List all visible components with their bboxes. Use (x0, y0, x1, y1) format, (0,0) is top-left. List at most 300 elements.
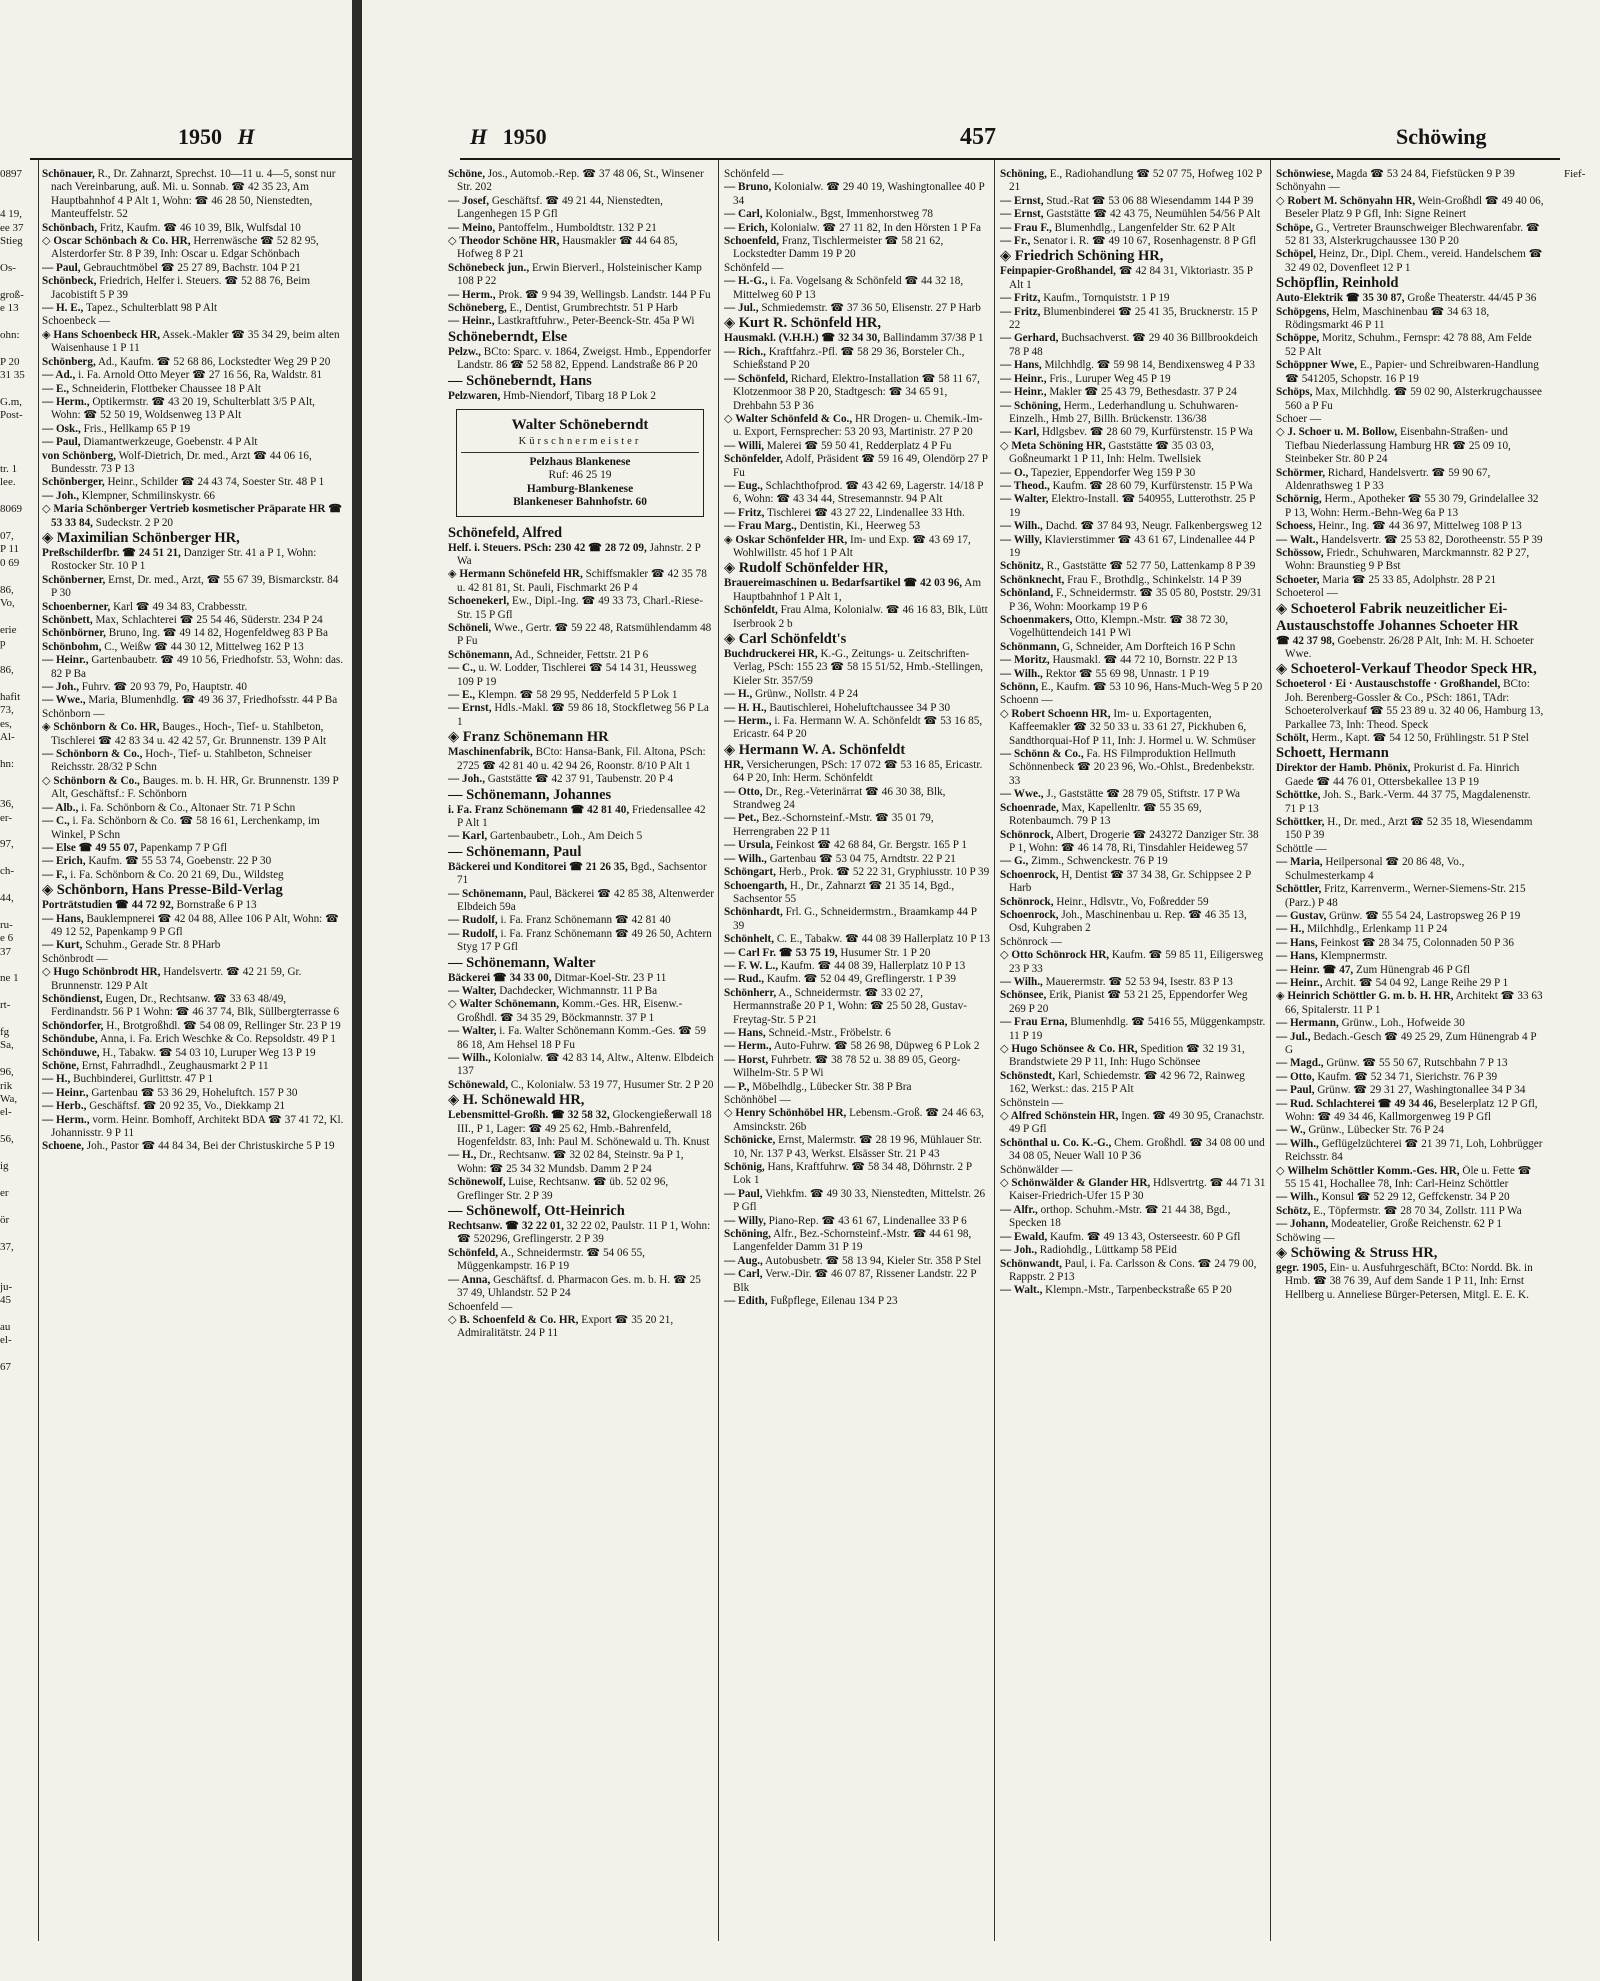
directory-entry: Bäckerei ☎ 34 33 00, Ditmar-Koel-Str. 23 P 11 (448, 971, 667, 984)
directory-entry: Schönstein — (1000, 1096, 1064, 1109)
right-divider-1 (718, 160, 719, 1941)
directory-entry: — Osk., Fris., Hellkamp 65 P 19 (42, 422, 191, 435)
edge-fragment: tr. 1 (0, 462, 18, 475)
directory-entry: Schölt, Herm., Kapt. ☎ 54 12 50, Frühlingstr. 51 P Stel (1276, 732, 1529, 745)
directory-entry: Schönemann, Ad., Schneider, Fettstr. 21 P 6 (448, 648, 649, 661)
directory-entry: — H., Milchhdlg., Erlenkamp 11 P 24 (1276, 923, 1448, 936)
directory-entry: Schönbrodt — (42, 952, 108, 965)
entry-name: — Heinr., (1000, 386, 1047, 399)
directory-entry: — Moritz, Hausmakl. ☎ 44 72 10, Bornstr. 22 P 13 (1000, 654, 1238, 667)
directory-entry: Schönebeck jun., Erwin Bierverl., Holsteinischer Kamp 108 P 22 (448, 261, 702, 288)
edge-fragment (1564, 476, 1600, 489)
directory-entry: — Hermann, Grünw., Loh., Hofweide 30 (1276, 1017, 1465, 1030)
entry-name: Schönwiese, (1276, 168, 1334, 180)
directory-entry: — F., i. Fa. Schönborn & Co. 20 21 69, Du., Wildsteg (42, 868, 284, 881)
running-head: Schöwing (1396, 124, 1487, 149)
directory-entry: — Walt., Handelsvertr. ☎ 25 53 82, Dorotheenstr. 55 P 39 (1276, 533, 1543, 546)
entry-name: — H., (42, 1073, 71, 1086)
entry-name: — Joh., (448, 773, 485, 786)
directory-entry: — Hans, Feinkost ☎ 28 34 75, Colonnaden 50 P 36 (1276, 936, 1514, 949)
edge-fragment: lee. (0, 476, 16, 489)
directory-entry: Schönicke, Ernst, Malermstr. ☎ 28 19 96, Mühlauer Str. 10, Nr. 137 P 43, Werkst. Elsässer Str. 21 P 43 (724, 1134, 982, 1160)
entry-name: Schoengarth, (724, 879, 788, 892)
directory-entry: ◇ B. Schoenfeld & Co. HR, Export ☎ 35 20 21, Admiralitätstr. 24 P 11 (448, 1313, 674, 1340)
entry-name: — Willi, (724, 439, 764, 452)
edge-fragment: el- (0, 1334, 12, 1347)
entry-name: — W., (1276, 1124, 1306, 1137)
directory-entry: Porträtstudien ☎ 44 72 92, Bornstraße 6 P 13 (42, 899, 257, 912)
edge-fragment: er- (0, 811, 12, 824)
edge-fragment (1564, 450, 1600, 463)
edge-fragment (0, 610, 32, 623)
entry-name: — H. H., (724, 701, 767, 714)
directory-entry: ◇ Walter Schönfeld & Co., HR Drogen- u. Chemik.-Im- u. Export, Fernsprecher: 53 20 93, Martinistr. 27 P 20 (724, 412, 983, 439)
edge-fragment: rik (0, 1079, 13, 1092)
directory-entry: Schönfelder, Adolf, Präsident ☎ 59 16 49, Olendörp 27 P Fu (724, 453, 988, 479)
directory-entry: Schönbeck, Friedrich, Helfer i. Steuers. ☎ 52 88 76, Beim Jacobistift 5 P 39 (42, 275, 311, 301)
entry-name: — Carl, (724, 1268, 763, 1281)
display-heading: ◈ Schoeterol Fabrik neuzeitlicher Ei-Austauschstoffe Johannes Schoeter HR (1276, 600, 1519, 634)
directory-entry: — Heinr., Lastkraftfuhrw., Peter-Beenck-Str. 45a P Wi (448, 315, 695, 328)
entry-name: Schönberg, (42, 355, 96, 368)
display-heading: ◈ Hermann W. A. Schönfeldt (724, 741, 906, 758)
directory-entry: — Jul., Bedach.-Gesch ☎ 49 25 29, Zum Hünengrab 4 P G (1276, 1030, 1537, 1056)
directory-entry: Schönthal u. Co. K.-G., Chem. Großhdl. ☎ 34 08 00 und 34 08 05, Neuer Wall 10 P 36 (1000, 1136, 1265, 1163)
ad-phone: Ruf: 46 25 19 (548, 469, 612, 482)
edge-fragment: ch- (0, 865, 15, 878)
directory-entry: — Magd., Grünw. ☎ 55 50 67, Rutschbahn 7 P 13 (1276, 1057, 1508, 1070)
entry-name: Schöne, (448, 168, 485, 180)
entry-name: — F., (42, 868, 68, 881)
directory-entry: Schöning, E., Radiohandlung ☎ 52 07 75, Hofweg 102 P 21 (1000, 168, 1262, 194)
edge-fragment: p (0, 637, 6, 650)
entry-name: Schönmann, (1000, 640, 1060, 653)
directory-entry: — P., Möbelhdlg., Lübecker Str. 38 P Bra (724, 1080, 912, 1093)
entry-name: — Frau Erna, (1000, 1016, 1068, 1029)
entry-name: Schöttke, (1276, 789, 1321, 802)
entry-name: — Karl, (1000, 426, 1040, 439)
edge-fragment: 4 19, (0, 208, 22, 221)
entry-name: i. Fa. Franz Schönemann ☎ 42 81 40, (448, 803, 630, 816)
directory-entry: Schönbach, Fritz, Kaufm. ☎ 46 10 39, Blk, Wulfsdal 10 (42, 221, 301, 234)
directory-entry: — Ernst, Hdls.-Makl. ☎ 59 86 18, Stockfletweg 56 P La 1 (448, 702, 709, 728)
advertisement-box (456, 409, 704, 517)
entry-name: — Wilh., (1000, 975, 1043, 988)
left-column (42, 168, 346, 1951)
entry-name: — Heinr. ☎ 47, (1276, 963, 1354, 976)
directory-entry: Schönsee, Erik, Pianist ☎ 53 21 25, Eppendorfer Weg 269 P 20 (1000, 989, 1248, 1015)
entry-name: Schoenberner, (42, 600, 111, 613)
entry-name: Schönthal u. Co. K.-G., (1000, 1136, 1112, 1149)
directory-entry: Direktor der Hamb. Phönix, Prokurist d. Fa. Hinrich Gaede ☎ 44 76 01, Ottersbekallee 13 P 19 (1276, 762, 1520, 788)
entry-name: — E., (448, 689, 476, 702)
entry-name: Schöndienst, (42, 992, 103, 1005)
entry-name: — Rud. Schlachterei ☎ 49 34 46, (1276, 1097, 1437, 1110)
directory-entry: — Hans, Milchhdlg. ☎ 59 98 14, Bendixensweg 4 P 33 (1000, 359, 1255, 372)
left-column-divider (38, 160, 39, 1941)
entry-name: — Fritz, (1000, 305, 1041, 318)
entry-name: — Anna, (448, 1273, 491, 1286)
display-heading: ◈ Schoeterol-Verkauf Theodor Speck HR, (1276, 661, 1537, 678)
entry-name: — Paul, (724, 1187, 763, 1200)
directory-entry: Schöps, Max, Milchhdlg. ☎ 59 02 90, Alsterkrugchaussee 560 a P Fu (1276, 386, 1542, 412)
entry-name: — Wilh., (724, 852, 767, 865)
directory-entry: — Herm., vorm. Heinr. Bomhoff, Architekt BDA ☎ 37 41 72, Kl. Johannisstr. 9 P 11 (42, 1113, 344, 1140)
entry-name: Schörmer, (1276, 466, 1325, 479)
directory-entry: Schönewald, C., Kolonialw. 53 19 77, Husumer Str. 2 P 20 (448, 1078, 714, 1091)
edge-fragment: ig (0, 1160, 9, 1173)
entry-name: Feinpapier-Großhandel, (1000, 265, 1116, 278)
directory-entry: Schöneberg, E., Dentist, Grumbrechtstr. 51 P Harb (448, 302, 678, 315)
entry-name: Schoenmakers, (1000, 614, 1073, 626)
entry-name: Schöneberg, (448, 302, 507, 315)
edge-fragment: ohn: (0, 328, 20, 341)
directory-entry: — Gerhard, Buchsachverst. ☎ 29 40 36 Billbrookdeich 78 P 48 (1000, 332, 1258, 358)
directory-entry: i. Fa. Franz Schönemann ☎ 42 81 40, Friedensallee 42 P Alt 1 (448, 803, 706, 829)
entry-name: Schöndube, (42, 1033, 98, 1046)
display-heading: Schöneberndt, Else (448, 328, 568, 345)
entry-name: — Joh., (1000, 1244, 1037, 1257)
directory-entry: — Frau F., Blumenhdlg., Langenfelder Str. 62 P Alt (1000, 221, 1236, 234)
directory-entry: Schönwandt, Paul, i. Fa. Carlsson & Cons. ☎ 24 79 00, Rappstr. 2 P13 (1000, 1257, 1257, 1283)
entry-name: ◇ Hugo Schönsee & Co. HR, (1000, 1043, 1138, 1055)
directory-entry: Schöning, Alfr., Bez.-Schornsteinf.-Mstr. ☎ 44 61 98, Langenfelder Damm 31 P 19 (724, 1228, 972, 1254)
directory-entry: — Ursula, Feinkost ☎ 42 68 84, Gr. Bergstr. 165 P 1 (724, 839, 967, 852)
entry-name: — Erich, (42, 855, 86, 868)
directory-entry: Schörnig, Herm., Apotheker ☎ 55 30 79, Grindelallee 32 P 13, Wohn: Herm.-Behn-Weg 6a P 13 (1276, 493, 1539, 519)
entry-name: — Heinr., (42, 654, 89, 667)
right-header-year: 1950 (502, 124, 547, 149)
edge-fragment (1564, 195, 1600, 208)
directory-entry: Schöneli, Wwe., Gertr. ☎ 59 22 48, Ratsmühlendamm 48 P Fu (448, 622, 712, 648)
directory-entry: — Edith, Fußpflege, Eilenau 134 P 23 (724, 1295, 898, 1308)
entry-name: Lebensmittel-Großh. ☎ 32 58 32, (448, 1109, 610, 1122)
directory-entry: — Pet., Bez.-Schornsteinf.-Mstr. ☎ 35 01 79, Herrengraben 22 P 11 (724, 812, 934, 838)
directory-entry: — Wilh., Rektor ☎ 55 69 98, Unnastr. 1 P 19 (1000, 667, 1209, 680)
right-column-2 (724, 168, 990, 1951)
directory-entry: — Meino, Pantoffelm., Humboldtstr. 132 P 21 (448, 221, 657, 234)
directory-entry: Schönduwe, H., Tabakw. ☎ 54 03 10, Luruper Weg 13 P 19 (42, 1046, 316, 1059)
edge-fragment (0, 1053, 32, 1066)
entry-name: — Hans, (1276, 936, 1318, 949)
entry-name: — Kurt, (42, 939, 83, 952)
entry-name: — Paul, (1276, 1084, 1315, 1097)
directory-entry: Schönfeld, A., Schneidermstr. ☎ 54 06 55, Müggenkampstr. 16 P 19 (448, 1246, 645, 1273)
entry-name: — Fritz, (1000, 292, 1041, 305)
edge-fragment (0, 785, 32, 798)
directory-entry: Schönberg, Ad., Kaufm. ☎ 52 68 86, Lockstedter Weg 29 P 20 (42, 355, 331, 368)
directory-entry: ◈ Hans Schoenbeck HR, Assek.-Makler ☎ 35 34 29, beim alten Waisenhause 1 P 11 (42, 328, 340, 355)
entry-name: Helf. i. Steuers. PSch: 230 42 ☎ 28 72 09, (448, 541, 647, 554)
edge-fragment: rt- (0, 999, 11, 1012)
edge-fragment (0, 905, 32, 918)
directory-entry: ◇ Walter Schönemann, Komm.-Ges. HR, Eisenw.-Großhdl. ☎ 34 35 29, Böckmannstr. 37 P 1 (448, 998, 683, 1024)
right-edge-fragments (1564, 168, 1600, 1941)
entry-name: — Fr., (1000, 235, 1031, 248)
edge-fragment: 37, (0, 1240, 14, 1253)
entry-name: Schöpel, (1276, 248, 1317, 261)
directory-entry: — H., Buchbinderei, Gurlittstr. 47 P 1 (42, 1073, 214, 1086)
entry-name: ◈ Hans Schoenbeck HR, (42, 328, 161, 341)
entry-name: — Schönn & Co., (1000, 748, 1084, 761)
entry-name: — Else ☎ 49 55 07, (42, 841, 138, 854)
edge-fragment (1564, 463, 1600, 476)
entry-name: — Herb., (42, 1100, 87, 1113)
directory-entry: Schoenfeld — (448, 1300, 513, 1313)
entry-name: Schoeterol · Ei · Austauschstoffe · Großhandel, (1276, 678, 1501, 691)
directory-entry: — Anna, Geschäftsf. d. Pharmacon Ges. m. b. H. ☎ 25 37 49, Uhlandstr. 52 P 24 (448, 1273, 701, 1300)
entry-name: — Herm., (448, 288, 496, 301)
directory-entry: — Frau Erna, Blumenhdlg. ☎ 5416 55, Müggenkampstr. 11 P 19 (1000, 1016, 1266, 1042)
entry-name: Schössow, (1276, 546, 1324, 559)
ad-trade: Kürschnermeister (461, 435, 699, 453)
edge-fragment (0, 490, 32, 503)
entry-name: Schönn, (1000, 681, 1039, 694)
directory-entry: ◈ Schönborn & Co. HR, Bauges., Hoch-, Tief- u. Stahlbeton, Tischlerei ☎ 42 83 34 u. 42 42 57, Gr. Brunnenstr. 139 P Alt (42, 721, 327, 747)
edge-fragment (1564, 409, 1600, 422)
directory-entry: Schönknecht, Frau F., Brothdlg., Schinkelstr. 14 P 39 (1000, 573, 1242, 586)
entry-name: — Ad., (42, 369, 76, 382)
edge-fragment (1564, 181, 1600, 194)
edge-fragment: e 6 (0, 932, 14, 945)
entry-name: ◇ Meta Schöning HR, (1000, 439, 1106, 452)
edge-fragment: 07, (0, 529, 14, 542)
directory-entry: Schönfeld — (724, 168, 784, 180)
entry-name: — Paul, (42, 436, 81, 449)
edge-fragment (1564, 342, 1600, 355)
entry-name: ◇ Wilhelm Schöttler Komm.-Ges. HR, (1276, 1164, 1460, 1177)
edge-fragment: 86, (0, 583, 14, 596)
directory-entry: gegr. 1905, Ein- u. Ausfuhrgeschäft, BCto: Nordd. Bk. in Hmb. ☎ 38 76 39, Auf dem Sande 1 P 11, Inh: Ernst Hellberg u. Anneliese Bürger-Petersen, Mitgl. E. E. K. (1276, 1262, 1533, 1301)
edge-fragment (1564, 517, 1600, 530)
display-heading: — Schönewolf, Ott-Heinrich (448, 1203, 625, 1220)
directory-entry: Schössow, Friedr., Schuhwaren, Marckmannstr. 82 P 27, Wohn: Braunstieg 9 P Bst (1276, 546, 1530, 573)
edge-fragment (0, 677, 32, 690)
entry-name: ◈ Schönborn & Co. HR, (42, 721, 160, 734)
entry-name: — Heinr., (1000, 372, 1047, 385)
entry-name: Schönstedt, (1000, 1069, 1056, 1082)
directory-entry: — C., u. W. Lodder, Tischlerei ☎ 54 14 31, Heussweg 109 P 19 (448, 662, 697, 688)
directory-entry: — H. H., Bautischlerei, Hoheluftchaussee 34 P 30 (724, 701, 951, 714)
entry-name: — C., (42, 815, 70, 828)
entry-name: ◇ Maria Schönberger Vertrieb kosmetischer Präparate HR ☎ 53 33 84, (42, 503, 343, 529)
entry-name: — Frau F., (1000, 221, 1052, 234)
directory-entry: ◇ Schönwälder & Glander HR, Hdlsvertrtg. ☎ 44 71 31 Kaiser-Friedrich-Ufer 15 P 30 (1000, 1177, 1266, 1203)
directory-entry: ◇ Schönborn & Co., Bauges. m. b. H. HR, Gr. Brunnenstr. 139 P Alt, Geschäftsf.: F. Schönborn (42, 774, 339, 801)
entry-name: — Bruno, (724, 181, 772, 194)
directory-entry: ◇ J. Schoer u. M. Bollow, Eisenbahn-Straßen- und Tiefbau Niederlassung Hamburg HR ☎ 25 09 10, Steinbeker Str. 80 P 24 (1276, 426, 1511, 466)
directory-entry: — Hans, Schneid.-Mstr., Fröbelstr. 6 (724, 1026, 891, 1039)
entry-name: ◇ Walter Schönfeld & Co., (724, 412, 853, 425)
entry-name: Schönbett, (42, 614, 93, 626)
entry-name: Schönig, (724, 1161, 765, 1174)
entry-name: — Josef, (448, 194, 490, 207)
entry-name: Schönbohm, (42, 640, 102, 653)
entry-name: Schoenfeld, (724, 235, 780, 248)
directory-entry: Schoess, Heinr., Ing. ☎ 44 36 97, Mittelweg 108 P 13 (1276, 520, 1522, 533)
entry-name: Schöttler, (1276, 883, 1322, 896)
directory-entry: — Jul., Schmiedemstr. ☎ 37 36 50, Elisenstr. 27 P Harb (724, 302, 981, 315)
ad-shop: Pelzhaus Blankenese (529, 455, 631, 468)
directory-entry: — Herm., i. Fa. Hermann W. A. Schönfeldt ☎ 53 16 85, Ericastr. 64 P 20 (724, 715, 983, 741)
entry-name: Preßschilderfbr. ☎ 24 51 21, (42, 546, 181, 559)
directory-entry: Schoengarth, H., Dr., Zahnarzt ☎ 21 35 14, Bgd., Sachsentor 55 (724, 879, 955, 905)
entry-name: — Ursula, (724, 839, 774, 852)
directory-entry: Schöndorfer, H., Brotgroßhdl. ☎ 54 08 09, Rellinger Str. 23 P 19 (42, 1019, 341, 1032)
directory-entry: Schöpel, Heinz, Dr., Dipl. Chem., vereid. Handelschem ☎ 32 49 02, Dovenfleet 12 P 1 (1276, 248, 1543, 274)
directory-entry: Schönborn — (42, 707, 105, 720)
entry-name: — Moritz, (1000, 654, 1050, 667)
directory-entry: — Willy, Klavierstimmer ☎ 43 61 67, Lindenallee 44 P 19 (1000, 533, 1255, 559)
directory-entry: HR, Versicherungen, PSch: 17 072 ☎ 53 16 85, Ericastr. 64 P 20, Inh: Herm. Schönfeldt (724, 758, 983, 785)
entry-name: — Magd., (1276, 1057, 1324, 1070)
entry-name: — Carl, (724, 208, 763, 221)
entry-name: Buchdruckerei HR, (724, 648, 818, 660)
edge-fragment (0, 1120, 32, 1133)
entry-name: — Osk., (42, 422, 81, 435)
entry-name: — F. W. L., (724, 959, 778, 972)
entry-name: — Walt., (1276, 533, 1319, 546)
left-header-rule (30, 158, 352, 160)
directory-entry: — Wilh., Kolonialw. ☎ 42 83 14, Altw., Altenw. Elbdeich 137 (448, 1052, 714, 1078)
directory-entry: Schoenmakers, Otto, Klempn.-Mstr. ☎ 38 72 30, Vogelhüttendeich 141 P Wi (1000, 614, 1229, 640)
ad-city: Hamburg-Blankenese (526, 482, 634, 495)
directory-entry: Schöne, Ernst, Fahrradhdl., Zeughausmarkt 2 P 11 (42, 1060, 269, 1072)
directory-entry: Schöndube, Anna, i. Fa. Erich Weschke & Co. Repsoldstr. 49 P 1 (42, 1033, 337, 1046)
directory-entry: — Rudolf, i. Fa. Franz Schönemann ☎ 49 26 50, Achtern Styg 17 P Gfl (448, 927, 712, 954)
edge-fragment: 0 69 (0, 556, 20, 569)
entry-name: Schönemann, (448, 648, 513, 661)
directory-entry: Schönwälder — (1000, 1163, 1073, 1176)
edge-fragment: G.m, (0, 395, 22, 408)
directory-entry: Schönstedt, Karl, Schiedemstr. ☎ 42 96 72, Rainweg 162, Werkst.: das. 215 P Alt (1000, 1069, 1245, 1096)
edge-fragment: au (0, 1320, 11, 1333)
entry-name: — Paul, (42, 261, 81, 274)
entry-name: Schönewald, (448, 1078, 508, 1091)
entry-name: Schötz, (1276, 1204, 1311, 1217)
edge-fragment: 97, (0, 838, 14, 851)
entry-name: — Hans, (1276, 950, 1318, 963)
entry-name: — Hermann, (1276, 1017, 1339, 1030)
entry-name: — Fritz, (724, 506, 765, 519)
entry-name: Schönhardt, (724, 906, 783, 919)
directory-entry: — E., Klempn. ☎ 58 29 95, Nedderfeld 5 P Lok 1 (448, 689, 678, 702)
display-heading: — Schönemann, Johannes (448, 786, 612, 803)
directory-entry: ◇ Robert M. Schönyahn HR, Wein-Großhdl ☎ 49 40 06, Beseler Platz 9 P Gfl, Inh: Signe Reinert (1276, 194, 1544, 221)
display-heading: — Schönemann, Walter (448, 954, 596, 971)
directory-entry: — Carl Fr. ☎ 53 75 19, Husumer Str. 1 P 20 (724, 946, 931, 959)
directory-entry: Schönfeldt, Frau Alma, Kolonialw. ☎ 46 16 83, Blk, Lütt Iserbrook 2 b (724, 604, 988, 630)
directory-entry: Schönn, E., Kaufm. ☎ 53 10 96, Hans-Much-Weg 5 P 20 (1000, 681, 1263, 694)
directory-entry: Schönhardt, Frl. G., Schneidermstrn., Braamkamp 44 P 39 (724, 906, 977, 932)
entry-name: — Walter, (1000, 493, 1049, 506)
edge-fragment: 0897 (0, 168, 22, 180)
directory-entry: — Erich, Kaufm. ☎ 55 53 74, Goebenstr. 22 P 30 (42, 855, 272, 868)
edge-fragment (0, 517, 32, 530)
entry-name: Schönbeck, (42, 275, 97, 288)
entry-name: — Rudolf, (448, 914, 498, 927)
entry-name: Schönbach, (42, 221, 98, 234)
entry-name: Schoenrock, (1000, 908, 1059, 921)
right-divider-2 (994, 160, 995, 1941)
directory-entry: — Joh., Fuhrv. ☎ 20 93 79, Po, Hauptstr. 40 (42, 681, 247, 694)
entry-name: — Herm., (42, 395, 90, 408)
entry-name: ◇ Robert M. Schönyahn HR, (1276, 194, 1416, 207)
directory-entry: Schönitz, R., Gaststätte ☎ 52 77 50, Lattenkamp 8 P 39 (1000, 560, 1256, 573)
right-column-1 (448, 168, 714, 1951)
edge-fragment (0, 1254, 32, 1267)
directory-entry: ◇ Hugo Schönsee & Co. HR, Spedition ☎ 32 19 31, Brandstwiete 29 P 11, Inh: Hugo Schönsee (1000, 1043, 1245, 1069)
directory-entry: — Rich., Kraftfahrz.-Pfl. ☎ 58 29 36, Borsteler Ch., Schießstand P 20 (724, 345, 965, 372)
directory-entry: — H. E., Tapez., Schulterblatt 98 P Alt (42, 302, 218, 315)
directory-entry: Bäckerei und Konditorei ☎ 21 26 35, Bgd., Sachsentor 71 (448, 860, 707, 887)
directory-entry: — E., Schneiderin, Flottbeker Chaussee 18 P Alt (42, 382, 261, 395)
directory-entry: ◇ Theodor Schöne HR, Hausmakler ☎ 44 64 85, Hofweg 8 P 21 (448, 235, 678, 261)
directory-entry: — Theod., Kaufm. ☎ 28 60 79, Kurfürstenstr. 15 P Wa (1000, 479, 1253, 492)
edge-fragment: ru- (0, 918, 13, 931)
directory-entry: Schöpgens, Helm, Maschinenbau ☎ 34 63 18, Rödingsmarkt 46 P 11 (1276, 305, 1490, 332)
edge-fragment: er (0, 1186, 9, 1199)
directory-entry: Schoenrock, H, Dentist ☎ 37 34 38, Gr. Schippsee 2 P Harb (1000, 868, 1251, 895)
edge-fragment (0, 195, 32, 208)
edge-fragment (0, 771, 32, 784)
edge-fragment (0, 275, 32, 288)
directory-entry: — Wilh., Konsul ☎ 52 29 12, Geffckenstr. 34 P 20 (1276, 1191, 1510, 1204)
directory-entry: — Paul, Grünw. ☎ 29 31 27, Washingtonallee 34 P 34 (1276, 1084, 1526, 1097)
directory-entry: — Fritz, Tischlerei ☎ 43 27 22, Lindenallee 33 Hth. (724, 506, 965, 519)
edge-fragment: hn: (0, 757, 15, 770)
entry-name: — Ernst, (1000, 194, 1044, 207)
edge-fragment (1564, 356, 1600, 369)
directory-entry: — Hans, Bauklempnerei ☎ 42 04 88, Allee 106 P Alt, Wohn: ☎ 49 12 52, Papenkamp 9 P Gfl (42, 912, 340, 938)
entry-name: — E., (42, 382, 70, 395)
entry-name: — Herm., (724, 715, 772, 728)
edge-fragment: 37 (0, 945, 11, 958)
entry-name: ◇ Schönborn & Co., (42, 774, 140, 787)
directory-entry: ◈ Heinrich Schöttler G. m. b. H. HR, Architekt ☎ 33 63 66, Spitalerstr. 11 P 1 (1276, 990, 1543, 1016)
directory-entry: Lebensmittel-Großh. ☎ 32 58 32, Glockengießerwall 18 III., P 1, Lager: ☎ 49 25 62, Hmb.-Bahrenfeld, Hogenfeldstr. 83, Inh: Paul M. Schönewald u. Th. Knust (448, 1109, 712, 1149)
entry-name: — Joh., (42, 681, 79, 694)
directory-entry: Schönbohm, C., Weißw ☎ 44 30 12, Mittelweg 162 P 13 (42, 640, 304, 653)
edge-fragment (1564, 302, 1600, 315)
directory-entry: — Ewald, Kaufm. ☎ 49 13 43, Osterseestr. 60 P Gfl (1000, 1230, 1241, 1243)
edge-fragment (1564, 248, 1600, 261)
entry-name: ◈ Hermann Schönefeld HR, (448, 568, 583, 581)
directory-entry: Schoenrade, Max, Kapellenltr. ☎ 55 35 69, Rotenbaumch. 79 P 13 (1000, 801, 1202, 828)
entry-name: ◇ B. Schoenfeld & Co. HR, (448, 1313, 579, 1326)
entry-name: — H., (724, 688, 753, 701)
directory-entry: ◇ Oscar Schönbach & Co. HR, Herrenwäsche ☎ 52 82 95, Alsterdorfer Str. 8 P 39, Inh: Oscar u. Edgar Schönbach (42, 235, 319, 261)
entry-name: gegr. 1905, (1276, 1262, 1327, 1275)
edge-fragment (1564, 423, 1600, 436)
directory-entry: — Carl, Kolonialw., Bgst, Immenhorstweg 78 (724, 208, 934, 221)
edge-fragment (1564, 262, 1600, 275)
directory-entry: — O., Tapezier, Eppendorfer Weg 159 P 30 (1000, 466, 1196, 479)
display-heading: Schöpflin, Reinhold (1276, 275, 1399, 292)
directory-entry: — Horst, Fuhrbetr. ☎ 38 78 52 u. 38 89 05, Georg-Wilhelm-Str. 5 P Wi (724, 1053, 961, 1080)
entry-name: Direktor der Hamb. Phönix, (1276, 762, 1411, 775)
directory-entry: Schöttle — (1276, 842, 1327, 855)
directory-entry: — Schönfeld, Richard, Elektro-Installation ☎ 58 11 67, Klotzenmoor 38 P 20, Stadtgesch: ☎ 34 65 91, Drehbahn 53 P 36 (724, 372, 980, 412)
entry-name: — Ernst, (448, 702, 492, 715)
edge-fragment: hafit (0, 690, 21, 703)
entry-name: — Jul., (1276, 1030, 1311, 1043)
directory-entry: — Karl, Hdlgsbev. ☎ 28 60 79, Kurfürstenstr. 15 P Wa (1000, 426, 1253, 439)
directory-entry: Schörmer, Richard, Handelsvertr. ☎ 59 90 67, Aldenrathsweg 1 P 33 (1276, 466, 1491, 492)
directory-entry: — Ernst, Gaststätte ☎ 42 43 75, Neumühlen 54/56 P Alt (1000, 208, 1261, 221)
edge-fragment: 67 (0, 1361, 11, 1374)
directory-entry: Schoenrock, Joh., Maschinenbau u. Rep. ☎ 46 35 13, Osd, Kuhgraben 2 (1000, 908, 1247, 935)
